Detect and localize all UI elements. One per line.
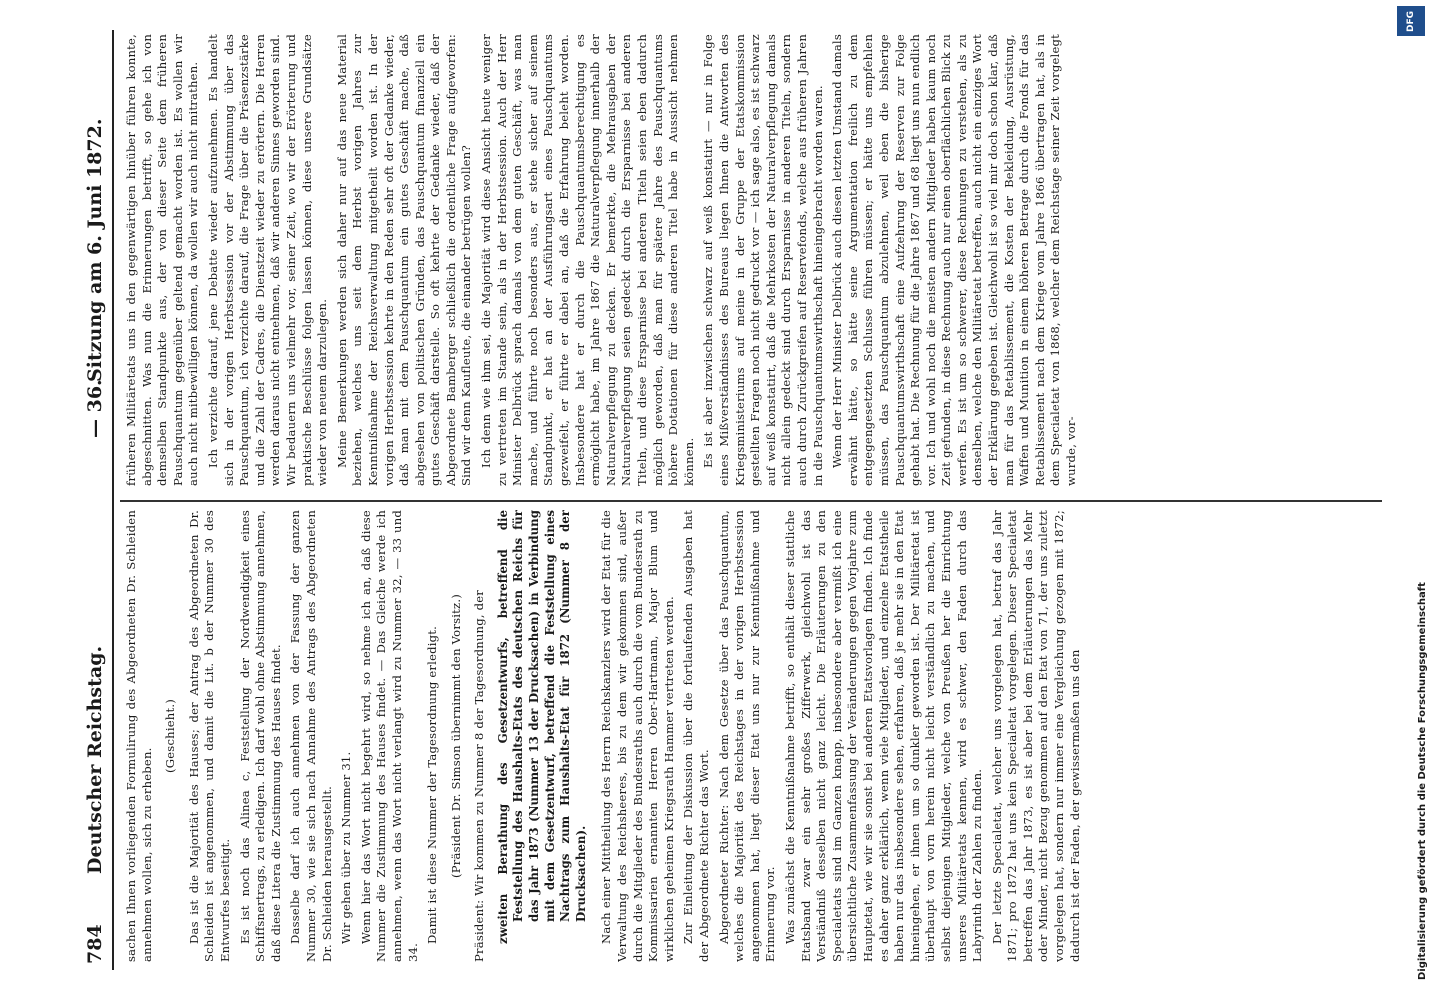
paragraph: sachen Ihnen vorliegenden Formulirung des Abgeordneten Dr. Schleiden annehmen wollen, sich zu erheben. (124, 510, 154, 962)
paragraph: Was zunächst die Kenntnißnahme betrifft, so enthält dieser stattliche Etatsband zwar ein sehr großes Zifferwerk, gleichwohl ist das Verständniß desselben nicht ganz leicht. Die Erläuterungen zu den Specialetats sind im Ganzen knapp, insbesondere aber vermißt ich eine übersichtliche Zusammenfassung der Veränderungen gegen Vorjahre zum Hauptetat, wie wir sie sonst bei anderen Etatsvorlagen finden. Ich finde es daher ganz erklärlich, wenn viele Mitglieder, und einzelne Etatstheile haben nur das insbesondere sehen, erfahren, daß je mehr sie in den Etat hineingehen, er ihnen um so dunkler geworden ist. Der Militäretat ist überhaupt von vorn herein nicht leicht verständlich zu machen, und selbst diejenigen Mitglieder, welche von Preußen her die Einrichtung unseres Militäretats kennen, wird es schwer, den Faden durch das Labyrinth der Zahlen zu finden. (782, 510, 985, 962)
stage-direction: (Geschieht.) (163, 699, 178, 773)
header-session-number: — 36. (84, 379, 106, 438)
paragraph: Das ist die Majorität des Hauses; der Antrag des Abgeordneten Dr. Schleiden ist angenommen, und damit die Lit. b der Nummer 30 des Entwurfes beseitigt. (186, 510, 232, 962)
header-title-left: Deutscher Reichstag. (84, 645, 106, 874)
paragraph: Damit ist diese Nummer der Tagesordnung erledigt. (425, 625, 440, 944)
header-title-right: Sitzung am 6. Juni 1872. (84, 118, 106, 382)
paragraph: Wenn der Herr Minister Delbrück auch diesen letzten Umstand damals erwähnt hätte, so hätte seine Argumentation freilich zu dem entgegengesetzten Schlusse führen müssen; er hätte uns empfehlen müssen, das Pauschquantum abzulehnen, weil eben die bisherige Pauschquantumswirthschaft eine Aufzehrung der Reserven zur Folge gehabt hat. Die Rechnung für die Jahre 1867 und 68 liegt uns nun endlich vor. Ich und wohl noch die meisten andern Mitglieder haben kaum noch Zeit gefunden, in diese Rechnung auch nur einen oberflächlichen Blick zu werfen. Es ist um so schwerer, diese Rechnungen zu verstehen, als zu denselben, welche den Militäretat betreffen, auch nicht ein einziges Wort der Erklärung gegeben ist. Gleichwohl ist so viel mir doch schon klar, daß man für das Retablissement, die Kosten der Bekleidung, Ausrüstung, Waffen und Munition in einem höheren Betrage durch die Fonds für das Retablissement nach dem Kriege vom Jahre 1866 übertragen hat, als in dem Specialetat von 1868, welcher dem Reichstage seiner Zeit vorgelegt wurde, vor- (830, 34, 1079, 486)
dfg-logo: DFG (1397, 6, 1425, 36)
paragraph: Wir gehen über zu Nummer 31. (339, 751, 354, 944)
paragraph: Wenn hier das Wort nicht begehrt wird, so nehme ich an, daß diese Nummer die Zustimmung des Hauses findet. — Das Gleiche werde ich annehmen, wenn das Wort nicht verlangt wird zu Nummer 32, — 33 und 34. (358, 510, 420, 962)
paragraph: Präsident: Wir kommen zu Nummer 8 der Tagesordnung, der (472, 589, 487, 962)
stage-direction: (Präsident Dr. Simson übernimmt den Vorsitz.) (448, 594, 463, 878)
paragraph: Ich verzichte darauf, jene Debatte wieder aufzunehmen. Es handelt sich in der vorigen Herbstsession vor der Abstimmung über das Pauschquantum, ich verzichte darauf, die Frage über die Präsenzstärke und die Zahl der Cadres, die Dienstzeit wieder zu erörtern. Die Herren werden daraus nicht entnehmen, daß wir anderen Sinnes geworden sind. Wir bedauern uns vielmehr vor, seiner Zeit, wo wir der Erörterung und praktische Beschlüsse folgen lassen können, diese unsere Grundsätze wieder von neuem darzulegen. (205, 34, 330, 486)
document-page (80, 30, 1385, 970)
column-divider (120, 500, 1382, 502)
paragraph: Dasselbe darf ich auch annehmen von der Fassung der ganzen Nummer 30, wie sie sich nach Annahme des Antrags des Abgeordneten Dr. Schleiden herausgestellt. (288, 510, 334, 962)
paragraph: Der letzte Specialetat, welcher uns vorgelegen hat, betraf das Jahr 1871; pro 1872 hat uns kein Specialetat vorgelegen. Dieser Specialetat betreffen das Jahr 1873, es ist aber bei dem Erläuterungen das Mehr oder Minder, nicht Bezug genommen auf den Etat von 71, der uns zuletzt vorgelegen hat, sondern nur immer eine Vergleichung gezogen mit 1872; dadurch ist der Faden, der gewissermaßen uns den (989, 510, 1082, 962)
page-number: 784 (84, 924, 106, 964)
paragraph: Zur Einleitung der Diskussion über die fortlaufenden Ausgaben hat der Abgeordnete Richter das Wort. (681, 510, 711, 962)
paragraph: früheren Militäretats uns in den gegenwärtigen hinüber führen konnte, abgeschnitten. Was nun die Erinnerungen betrifft, so gehe ich von demselben Standpunkte aus, der von dieser Seite dem früheren Pauschquantum gegenüber geltend gemacht worden ist. Es wollen wir auch nicht mitbewilligen können, da wollen wir auch nicht mitrathen. (124, 34, 201, 486)
paragraph: Meine Bemerkungen werden sich daher nur auf das neue Material beziehen, welches uns seit dem Herbst vorigen Jahres zur Kenntnißnahme der Reichsverwaltung mitgetheilt worden ist. In der vorigen Herbstsession kehrte in den Reden sehr oft der Gedanke wieder, daß man mit dem Pauschquantum ein gutes Geschäft mache, daß abgesehen von politischen Gründen, das Pauschquantum finanziell ein gutes Geschäft darstelle. So oft kehrte der Gedanke wieder, daß der Abgeordnete Bamberger schließlich die ordentliche Frage aufgeworfen: Sind wir denn Kaufleute, die einander betrügen wollen? (334, 34, 474, 486)
digitization-credit (1395, 10, 1428, 995)
paragraph: Abgeordneter Richter: Nach dem Gesetze über das Pauschquantum, welches die Majorität des Reichstages in der vorigen Herbstsession angenommen hat, liegt dieser Etat uns nur zur Kenntnißnahme und Erinnerung vor. (716, 510, 778, 962)
paragraph: Es ist noch das Alinea c, Feststellung der Nordwendigkeit eines Schiffsnertrags, zu erledigen. Ich darf wohl ohne Abstimmung annehmen, daß diese Litera die Zustimmung des Hauses findet. (237, 510, 283, 962)
paragraph: Es ist aber inzwischen schwarz auf weiß konstatirt — nur in Folge eines Mißverständnisses des Bureaus liegen Ihnen die Antworten des Kriegsministeriums auf meine in der Gruppe der Etatskommission gestellten Fragen noch nicht gedruckt vor — ich sage also, es ist schwarz auf weiß konstatirt, daß die Mehrkosten der Naturalverpflegung damals nicht allein gedeckt sind durch Ersparnisse in anderen Titeln, sondern auch durch Zurückgreifen auf Reservefonds, welche aus früheren Jahren in die Pauschquantumswirthschaft hineingebracht worden waren. (701, 34, 825, 486)
page-header (80, 30, 114, 970)
paragraph: Ich denn wie ihm sei, die Majorität wird diese Ansicht heute weniger zu vertreten im Stande sein, als in der Herbstsession. Auch der Herr Minister Delbrück sprach damals von dem guten Geschäft, was man mache, und führte noch besonders aus, er stehe sicher auf seinem Standpunkt, er hat an der Ausführungsart eines Pauschquantums gezweifelt, er führte er dabei an, daß die Erfahrung beleht worden. Insbesondere hat er durch die Pauschquantumsberechtigung es ermöglicht habe, im Jahre 1867 die Naturalverpflegung innerhalb der Naturalverpflegung zu decken. Er bemerkte, die Mehrausgaben der Naturalverpflegung seien gedeckt durch die Ersparnisse bei anderen Titeln, und diese Ersparnisse bei anderen Titeln seien eben dadurch möglich geworden, daß man für spätere Jahre des Pauschquantums höhere Dotationen für diese anderen Titel habe in Aussicht nehmen können. (479, 34, 696, 486)
paragraph: Nach einer Mittheilung des Herrn Reichskanzlers wird der Etat für die Verwaltung des Reichsheeres, bis zu dem wir gekommen sind, außer durch die Mitglieder des Bundesraths auch durch die vom Bundesrath zu Kommissarien ernannten Herren Ober-Hartmann, Major Blum und wirklichen geheimen Kriegsrath Hammer vertreten werden. (599, 510, 676, 962)
credit-text: Digitalisierung gefördert durch die Deutsche Forschungsgemeinschaft (1417, 582, 1428, 980)
agenda-heading: zweiten Berathung des Gesetzentwurfs, betreffend die Feststellung des Haushalts-Etats des deutschen Reichs für das Jahr 1873 (Nummer 13 der Drucksachen) in Verbindung mit dem Gesetzentwurf, betreffend die Feststellung eines Nachtrags zum Haushalts-Etat für 1872 (Nummer 8 der Drucksachen). (495, 510, 588, 944)
text-column-left (124, 510, 1380, 962)
text-column-right (124, 34, 1380, 486)
